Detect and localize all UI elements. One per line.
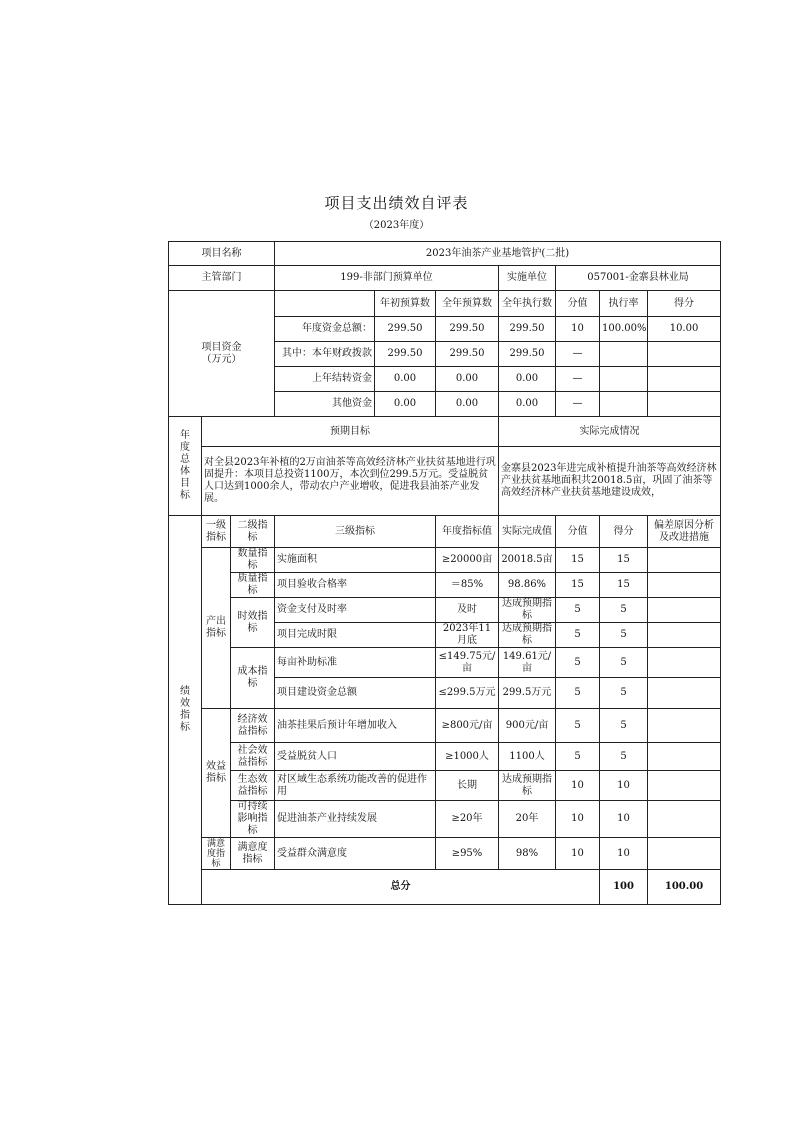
funds-row-label: 上年结转资金 [275, 367, 375, 392]
level2-cost: 成本指标 [231, 648, 275, 709]
level2-header: 二级指标 [231, 516, 275, 548]
indicator-target: ≥95% [436, 838, 499, 870]
indicator-actual: 达成预期指标 [499, 771, 556, 801]
indicator-name: 对区域生态系统功能改善的促进作用 [275, 771, 436, 801]
indicator-row [169, 573, 721, 598]
indicator-name: 受益脱贫人口 [275, 743, 436, 771]
indicator-row [169, 801, 721, 838]
goals-side-label: 年度总体目标 [169, 417, 202, 516]
funds-header-row [169, 291, 721, 317]
funds-score-value: — [556, 342, 600, 367]
indicator-target: ≥20年 [436, 801, 499, 838]
funds-header-score-value: 分值 [556, 291, 600, 317]
funds-annual: 0.00 [436, 367, 499, 392]
level2-quantity: 数量指标 [231, 548, 275, 573]
funds-score-value: — [556, 392, 600, 417]
indicator-remark [648, 801, 721, 838]
total-score-value: 100 [600, 870, 648, 905]
total-score: 100.00 [648, 870, 721, 905]
indicator-row [169, 648, 721, 678]
indicator-score: 10 [600, 838, 648, 870]
indicators-side-label: 绩效指标 [169, 516, 202, 905]
indicator-score-value: 15 [556, 573, 600, 598]
indicator-actual: 900元/亩 [499, 709, 556, 743]
funds-executed: 299.50 [499, 317, 556, 342]
project-name-label: 项目名称 [169, 242, 275, 266]
funds-score-value: 10 [556, 317, 600, 342]
indicator-score: 5 [600, 648, 648, 678]
indicator-score-value: 10 [556, 801, 600, 838]
indicator-target: ≥20000亩 [436, 548, 499, 573]
funds-rate [600, 392, 648, 417]
indicator-score: 5 [600, 709, 648, 743]
indicator-remark [648, 648, 721, 678]
indicator-remark [648, 838, 721, 870]
indicator-score: 5 [600, 623, 648, 648]
indicator-actual: 149.61元/亩 [499, 648, 556, 678]
indicator-score: 5 [600, 743, 648, 771]
funds-score [648, 392, 721, 417]
indicator-actual: 20018.5亩 [499, 548, 556, 573]
funds-annual: 0.00 [436, 392, 499, 417]
project-name-value: 2023年油茶产业基地管护(二批) [275, 242, 721, 266]
funds-initial: 299.50 [375, 317, 436, 342]
level1-benefit: 效益指标 [202, 709, 231, 838]
indicator-remark [648, 709, 721, 743]
indicator-row [169, 771, 721, 801]
indicator-remark [648, 548, 721, 573]
indicator-actual: 98% [499, 838, 556, 870]
level2-satisfaction: 满意度指标 [231, 838, 275, 870]
total-label: 总分 [202, 870, 600, 905]
indicator-score: 15 [600, 573, 648, 598]
indicator-name: 项目完成时限 [275, 623, 436, 648]
funds-header-score: 得分 [648, 291, 721, 317]
page-title: 项目支出绩效自评表 [324, 194, 469, 212]
indicator-remark [648, 623, 721, 648]
level1-satisfaction: 满意度指标 [202, 838, 231, 870]
indicator-score: 15 [600, 548, 648, 573]
funds-header-rate: 执行率 [600, 291, 648, 317]
indicator-actual: 299.5万元 [499, 678, 556, 709]
level2-ecological: 生态效益指标 [231, 771, 275, 801]
level2-sustainable: 可持续影响指标 [231, 801, 275, 838]
expected-goal-text: 对全县2023年补植的2万亩油茶等高效经济林产业扶贫基地进行巩固提升：本项目总投资1100万，本次到位299.5万元。受益脱贫人口达到1000余人，带动农户产业增收，促进我县油茶产业发展。 [202, 447, 499, 516]
indicator-target: ≤149.75元/亩 [436, 648, 499, 678]
indicator-remark [648, 743, 721, 771]
impl-unit-label: 实施单位 [499, 266, 556, 291]
funds-header-blank [275, 291, 375, 317]
indicator-actual: 98.86% [499, 573, 556, 598]
indicator-name: 项目建设资金总额 [275, 678, 436, 709]
dept-value: 199-非部门预算单位 [275, 266, 499, 291]
indicator-target: ≤299.5万元 [436, 678, 499, 709]
indicator-name: 实施面积 [275, 548, 436, 573]
indicator-name: 油茶挂果后预计年增加收入 [275, 709, 436, 743]
funds-row-label: 年度资金总额： [275, 317, 375, 342]
indicator-score-value: 5 [556, 598, 600, 623]
level3-header: 三级指标 [275, 516, 436, 548]
indicator-target: 及时 [436, 598, 499, 623]
indicator-remark [648, 771, 721, 801]
indicator-score-value: 10 [556, 771, 600, 801]
total-row [169, 870, 721, 905]
funds-executed: 0.00 [499, 367, 556, 392]
indicator-target: 长期 [436, 771, 499, 801]
indicator-row [169, 709, 721, 743]
funds-rate [600, 367, 648, 392]
level1-output: 产出指标 [202, 548, 231, 709]
dept-row [169, 266, 721, 291]
indicator-row [169, 743, 721, 771]
funds-initial: 299.50 [375, 342, 436, 367]
funds-executed: 0.00 [499, 392, 556, 417]
funds-header-initial: 年初预算数 [375, 291, 436, 317]
actual-goal-text: 金寨县2023年进完成补植提升油茶等高效经济林产业扶贫基地面积共20018.5亩，巩固了油茶等高效经济林产业扶贫基地建设成效， [499, 447, 721, 516]
funds-row-label: 其他资金 [275, 392, 375, 417]
indicator-row [169, 838, 721, 870]
indicator-target: ＝85% [436, 573, 499, 598]
indicator-score-value: 5 [556, 743, 600, 771]
funds-score [648, 367, 721, 392]
indicator-row [169, 548, 721, 573]
score-value-header: 分值 [556, 516, 600, 548]
actual-header: 实际完成值 [499, 516, 556, 548]
funds-header-executed: 全年执行数 [499, 291, 556, 317]
goals-content-row [169, 447, 721, 516]
indicators-header-row [169, 516, 721, 548]
indicator-remark [648, 678, 721, 709]
actual-goal-header: 实际完成情况 [499, 417, 721, 447]
funds-label: 项目资金 （万元） [169, 291, 275, 417]
funds-executed: 299.50 [499, 342, 556, 367]
indicator-score: 10 [600, 801, 648, 838]
indicator-score: 5 [600, 678, 648, 709]
indicator-score-value: 5 [556, 623, 600, 648]
funds-annual: 299.50 [436, 317, 499, 342]
indicator-actual: 20年 [499, 801, 556, 838]
target-header: 年度指标值 [436, 516, 499, 548]
project-name-row [169, 242, 721, 266]
indicator-score: 10 [600, 771, 648, 801]
impl-unit-value: 057001-金寨县林业局 [556, 266, 721, 291]
funds-annual: 299.50 [436, 342, 499, 367]
funds-initial: 0.00 [375, 392, 436, 417]
indicator-name: 项目验收合格率 [275, 573, 436, 598]
indicator-score-value: 15 [556, 548, 600, 573]
indicator-name: 每亩补助标准 [275, 648, 436, 678]
indicator-score: 5 [600, 598, 648, 623]
level1-header: 一级指标 [202, 516, 231, 548]
indicator-score-value: 5 [556, 709, 600, 743]
indicator-score-value: 10 [556, 838, 600, 870]
indicator-name: 促进油茶产业持续发展 [275, 801, 436, 838]
indicator-actual: 达成预期指标 [499, 598, 556, 623]
dept-label: 主管部门 [169, 266, 275, 291]
performance-table [168, 241, 721, 905]
indicator-score-value: 5 [556, 648, 600, 678]
indicator-name: 受益群众满意度 [275, 838, 436, 870]
page-subtitle-year: （2023年度） [363, 220, 430, 231]
remark-header: 偏差原因分析及改进措施 [648, 516, 721, 548]
indicator-remark [648, 598, 721, 623]
expected-goal-header: 预期目标 [202, 417, 499, 447]
level2-economic: 经济效益指标 [231, 709, 275, 743]
indicator-actual: 达成预期指标 [499, 623, 556, 648]
level2-quality: 质量指标 [231, 573, 275, 598]
funds-rate [600, 342, 648, 367]
indicator-target: 2023年11月底 [436, 623, 499, 648]
funds-score: 10.00 [648, 317, 721, 342]
indicator-target: ≥1000人 [436, 743, 499, 771]
funds-row-label: 其中：本年财政拨款 [275, 342, 375, 367]
funds-header-annual: 全年预算数 [436, 291, 499, 317]
indicator-score-value: 5 [556, 678, 600, 709]
indicator-remark [648, 573, 721, 598]
score-header: 得分 [600, 516, 648, 548]
funds-score [648, 342, 721, 367]
level2-social: 社会效益指标 [231, 743, 275, 771]
indicator-target: ≥800元/亩 [436, 709, 499, 743]
funds-rate: 100.00% [600, 317, 648, 342]
indicator-row [169, 598, 721, 623]
funds-score-value: — [556, 367, 600, 392]
funds-initial: 0.00 [375, 367, 436, 392]
indicator-actual: 1100人 [499, 743, 556, 771]
level2-timeliness: 时效指标 [231, 598, 275, 648]
indicator-name: 资金支付及时率 [275, 598, 436, 623]
goals-header-row [169, 417, 721, 447]
